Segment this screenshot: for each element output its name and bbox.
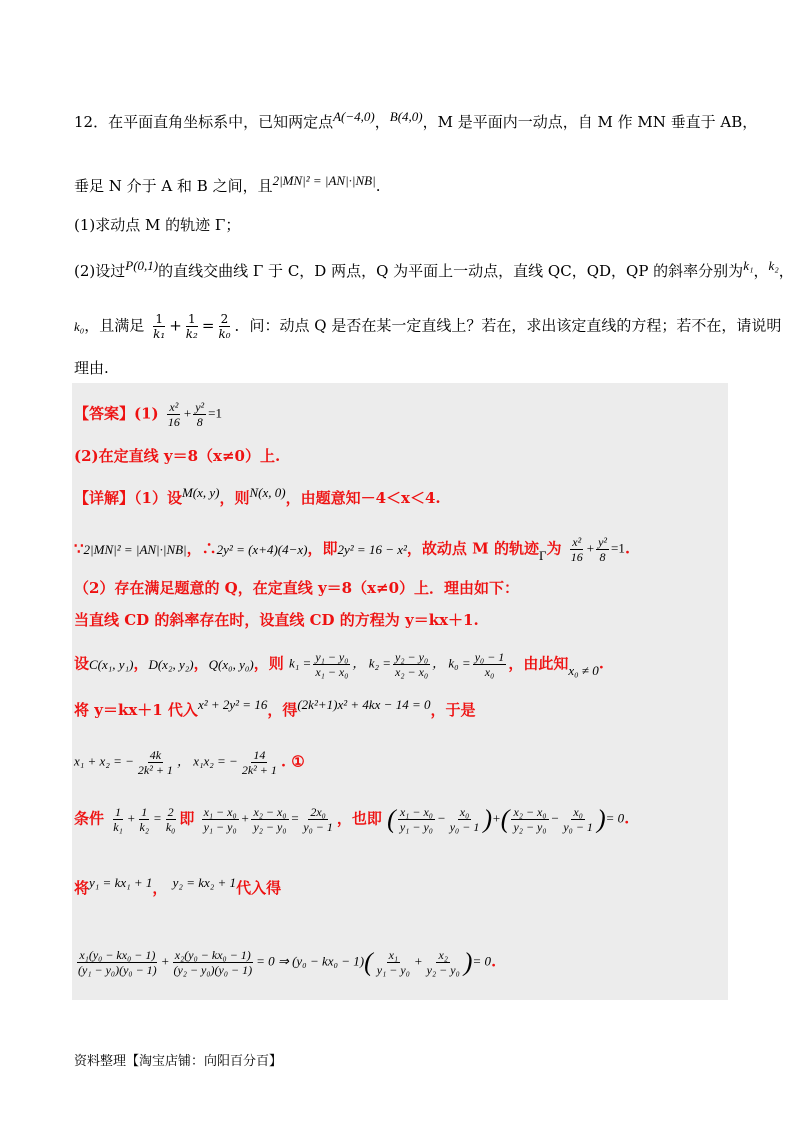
detail-line-10: $\frac{\text{x₁(y₀ − kx₀ − 1)}}{\text{(y₁ − y₀)(y₀ − 1)}}$ + $\frac{\text{x₂(y₀ − kx₀ − 1)}}{\text{(y₂ − y₀)(y₀ − 1)}}$ = 0 ⇒ (y₀ − kx₀ − 1)( $\frac{\text{x₁}}{\text{y₁ − y₀}}$ + $\frac{\text{x₂}}{\text{y₂ − y₀}}$ )= 0.: [78, 947, 497, 977]
detail-label: 【详解】: [74, 489, 135, 507]
condition-formula: 2|MN|² = |AN|·|NB|: [272, 173, 376, 188]
detail-line-5: 设C(x₁, y₁)，D(x₂, y₂)，Q(x₀, y₀)，则 k₁ = $\frac{\text{y₁ − y₀}}{\text{x₁ − x₀}}$ ， k₂ = $\frac{\text{y₂ − y₀}}{\text{x₂ − x₀}}$ ， k₀ = $\frac{\text{y₀ − 1}}{\text{x₀}}$ ，由此知x₀ ≠ 0.: [74, 650, 604, 679]
point-a: A(−4,0): [333, 109, 375, 124]
slope-condition: $\frac{1}{\text{k₁}}$: [153, 312, 166, 341]
problem-line-6: 理由.: [74, 359, 109, 377]
problem-number: 12．: [74, 113, 109, 131]
problem-part-1: (1)求动点 M 的轨迹 Γ；: [74, 216, 241, 234]
detail-line-1: 【详解】（1）设M(x, y)，则N(x, 0)，由题意知－4＜x＜4.: [74, 485, 441, 507]
detail-line-4: 当直线 CD 的斜率存在时，设直线 CD 的方程为 y＝kx＋1.: [74, 611, 479, 629]
problem-line-4: (2)设过P(0,1)的直线交曲线 Γ 于 C，D 两点，Q 为平面上一动点，直线 QC，QD，QP 的斜率分别为k₁，k₂，: [74, 255, 794, 282]
problem-line-5: k₀，且满足 $\frac{1}{\text{k₁}}$ + $\frac{1}{\text{k₂}}$ = $\frac{2}{\text{k₀}}$ ．问：动点 Q 是否在某一定直线上？若在，求出该定直线的方程；若不在，请说明: [74, 312, 782, 341]
detail-line-2: ∵2|MN|² = |AN|·|NB|，∴2y² = (x+4)(4−x)，即2y² = 16 − x²，故动点 M 的轨迹Γ为 $\frac{\text{x²}}{16}$ + $\frac{\text{y²}}{8}$ =1.: [74, 535, 631, 564]
point-b: B(4,0): [389, 109, 423, 124]
problem-line-1: 12．在平面直角坐标系中，已知两定点A(−4,0)，B(4,0)，M 是平面内一动点，自 M 作 MN 垂直于 AB，: [74, 106, 757, 133]
detail-line-3: （2）存在满足题意的 Q，在定直线 y＝8（x≠0）上．理由如下：: [74, 579, 520, 597]
point-p: P(0,1): [125, 258, 159, 273]
problem-line-2: 垂足 N 介于 A 和 B 之间，且2|MN|² = |AN|·|NB|.: [74, 170, 380, 197]
detail-line-9: 将y₁ = kx₁ + 1， y₂ = kx₂ + 1代入得: [74, 875, 282, 897]
detail-line-8: 条件 $\frac{1}{\text{k₁}}$ + $\frac{1}{\text{k₂}}$ = $\frac{2}{\text{k₀}}$ 即 $\frac{\text{x₁ − x₀}}{\text{y₁ − y₀}}$ + $\frac{\text{x₂ − x₀}}{\text{y₂ − y₀}}$ = $\frac{\text{2x₀}}{\text{y₀ − 1}}$ ，也即 ( $\frac{\text{x₁ − x₀}}{\text{y₁ − y₀}}$ − $\frac{\text{x₀}}{\text{y₀ − 1}}$ )+( $\frac{\text{x₂ − x₀}}{\text{y₂ − y₀}}$ − $\frac{\text{x₀}}{\text{y₀ − 1}}$ )= 0.: [74, 804, 630, 834]
answer-line-2: (2)在定直线 y＝8（x≠0）上.: [74, 447, 281, 465]
footer-source: 资料整理【淘宝店铺：向阳百分百】: [74, 1054, 283, 1069]
answer-label: 【答案】: [74, 404, 135, 423]
detail-line-7: x₁ + x₂ = − $\frac{4k}{\text{2k² + 1}}$ ， x₁x₂ = − $\frac{14}{\text{2k² + 1}}$ . ①: [74, 748, 305, 777]
answer-box: [72, 383, 728, 1000]
answer-line-1: 【答案】(1) $\frac{\text{x²}}{16}$ + $\frac{\text{y²}}{8}$ =1: [74, 400, 223, 429]
detail-line-6: 将 y＝kx＋1 代入x² + 2y² = 16，得(2k²+1)x² + 4kx − 14 = 0，于是: [74, 697, 476, 719]
